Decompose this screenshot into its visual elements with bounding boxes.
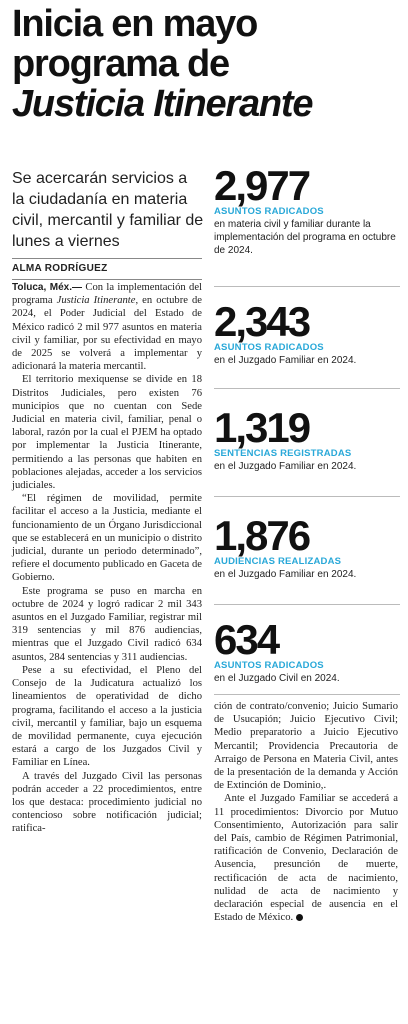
paragraph: Este programa se puso en marcha en octubre de 2024 y logró radicar 2 mil 343 asuntos en el Juzgado Familiar, registrar mil 319 sentencias y mil 876 audiencias, mientras que el Juzgado Civil radicó 634 asuntos, 284 sentencias y 311 audiencias. <box>12 585 202 663</box>
stat-label: SENTENCIAS REGISTRADAS <box>214 448 352 459</box>
stat-description: en el Juzgado Civil en 2024. <box>214 673 340 684</box>
paragraph: Pese a su efectividad, el Pleno del Consejo de la Judicatura actualizó los lineamientos de operatividad de dicho programa, facilitando el acceso a la justicia civil, mercantil y familiar, bajo un esquema de movilidad permanente, cuya ejecución estará a cargo de los Juzgados Civil y Familiar en Línea. <box>12 664 202 769</box>
stat-block <box>214 404 400 473</box>
paragraph: ción de contrato/convenio; Juicio Sumario de Usucapión; Juicio Ejecutivo Civil; Medio preparatorio a Juicio Ejecutivo Mercantil; Providencia Precautoria de Arraigo de Persona en Materia Civil, antes de la presentación de la demanda y Acción de Extinción de Dominio,. <box>214 701 398 792</box>
program-name: Justicia Itinerante <box>56 295 136 307</box>
paragraph: Toluca, Méx.— Con la implementación del programa Justicia Itinerante, en octubre de 2024, el Poder Judicial del Estado de México radicó 2 mil 977 asuntos en materia civil y familiar, por su efectividad en mayo de 2025 se volverá a implementar y adicionará la materia mercantil. <box>12 282 203 373</box>
stat-number: 634 <box>214 616 279 663</box>
paragraph: “El régimen de movilidad, permite facilitar el acceso a la Justicia, mediante el funcionamiento de un Órgano Jurisdiccional que se establecerá en un municipio o distrito judicial, durante un periodo determinado”, refiere el documento publicado en Gaceta de Gobierno. <box>12 493 202 584</box>
dateline: Toluca, Méx.— <box>12 282 82 293</box>
article-column-1 <box>12 281 202 836</box>
paragraph: El territorio mexiquense se divide en 18 Distritos Judiciales, pero existen 76 municipios que no cuentan con Sede Judicial en materia civil, familiar, penal o laboral, razón por la cual el PJEM ha optado por implementar la Justicia Itinerante, permitiendo a las personas que habiten en poblaciones alejadas, acceder a los servicios judiciales. <box>12 374 202 492</box>
stat-block <box>214 162 400 257</box>
stat-description: en el Juzgado Familiar en 2024. <box>214 569 357 580</box>
stat-label: ASUNTOS RADICADOS <box>214 660 324 671</box>
stat-block <box>214 512 400 581</box>
divider <box>214 286 400 287</box>
divider <box>214 496 400 497</box>
byline-author: ALMA RODRÍGUEZ <box>12 263 108 274</box>
deck-subheadline: Se acercarán servicios a la ciudadanía en materia civil, mercantil y familiar de lunes a viernes <box>12 170 204 250</box>
divider <box>214 604 400 605</box>
paragraph: A través del Juzgado Civil las personas podrán acceder a 22 procedimientos, entre los que destaca: procedimiento judicial no contencioso sobre notificación judicial; ratifica- <box>12 770 202 835</box>
stat-label: AUDIENCIAS REALIZADAS <box>214 556 342 567</box>
stat-label: ASUNTOS RADICADOS <box>214 342 324 353</box>
divider <box>12 258 202 259</box>
headline-line-3: Justicia Itinerante <box>12 83 313 125</box>
end-mark-icon <box>296 914 303 921</box>
headline <box>12 4 402 124</box>
stat-number: 2,977 <box>214 162 310 209</box>
stat-block <box>214 298 400 367</box>
stat-number: 1,876 <box>214 512 310 559</box>
article-column-2 <box>214 700 398 924</box>
headline-line-1: Inicia en mayo <box>12 3 258 45</box>
divider <box>214 694 400 695</box>
stat-number: 1,319 <box>214 404 310 451</box>
divider <box>214 388 400 389</box>
paragraph: Ante el Juzgado Familiar se accederá a 11 procedimientos: Divorcio por Mutuo Consentimiento, Autorización para salir del País, cambio de Régimen Patrimonial, ratificación de Convenio, Declaración de Ausencia, presunción de muerte, rectificación de acta de nacimiento, nulidad de acta de nacimiento y declaración especial de ausencia en el Estado de México. <box>214 793 398 924</box>
stat-number: 2,343 <box>214 298 310 345</box>
stat-description: en el Juzgado Familiar en 2024. <box>214 355 357 366</box>
stat-description: en materia civil y familiar durante la implementación del programa en octubre de 2024. <box>214 219 396 256</box>
divider <box>12 279 202 280</box>
stat-description: en el Juzgado Familiar en 2024. <box>214 461 357 472</box>
stat-label: ASUNTOS RADICADOS <box>214 206 324 217</box>
headline-line-2: programa de <box>12 43 229 85</box>
stat-block <box>214 616 400 685</box>
